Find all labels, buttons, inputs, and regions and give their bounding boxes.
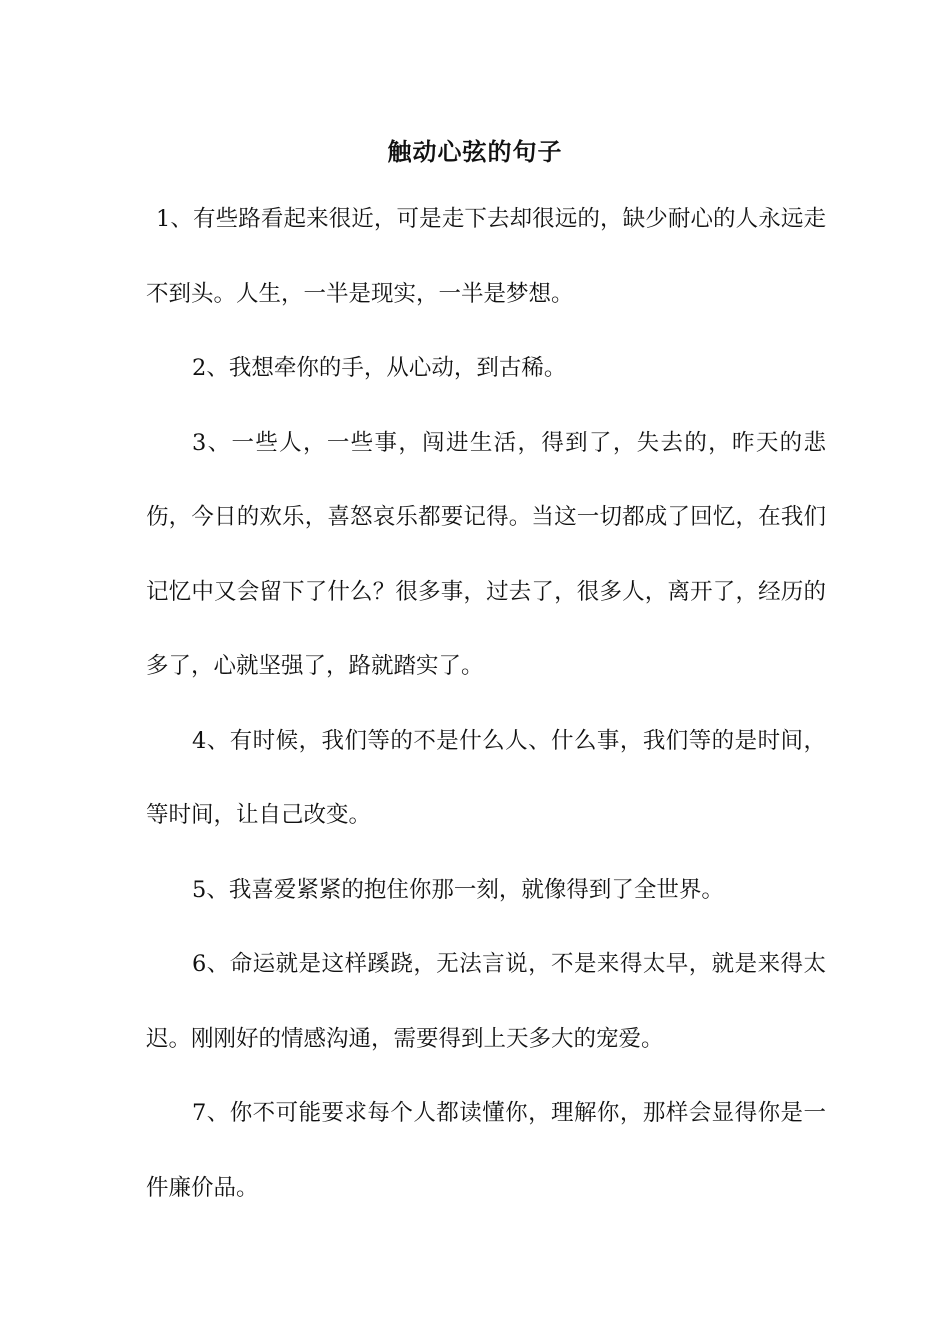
document-title: 触动心弦的句子 bbox=[387, 137, 563, 166]
paragraph-2: 2、我想牵你的手，从心动，到古稀。 bbox=[192, 355, 567, 381]
paragraph-5: 5、我喜爱紧紧的抱住你那一刻，就像得到了全世界。 bbox=[192, 876, 724, 903]
paragraph-6: 6、命运就是这样蹊跷，无法言说，不是来得太早，就是来得太迟。刚刚好的情感沟通，需要得到上天多大的宠爱。 bbox=[146, 951, 826, 1052]
paragraph-7: 7、你不可能要求每个人都读懂你，理解你，那样会显得你是一件廉价品。 bbox=[146, 1100, 826, 1201]
document-body bbox=[146, 182, 826, 1225]
paragraph-3: 3、一些人，一些事，闯进生活，得到了，失去的，昨天的悲伤，今日的欢乐，喜怒哀乐都要记得。当这一切都成了回忆，在我们记忆中又会留下了什么？很多事，过去了，很多人，离开了，经历的多了，心就坚强了，路就踏实了。 bbox=[146, 429, 826, 679]
paragraph-1: 1、有些路看起来很近，可是走下去却很远的，缺少耐心的人永远走不到头。人生，一半是现实，一半是梦想。 bbox=[146, 206, 826, 307]
paragraph-4: 4、有时候，我们等的不是什么人、什么事，我们等的是时间，等时间，让自己改变。 bbox=[146, 727, 826, 828]
